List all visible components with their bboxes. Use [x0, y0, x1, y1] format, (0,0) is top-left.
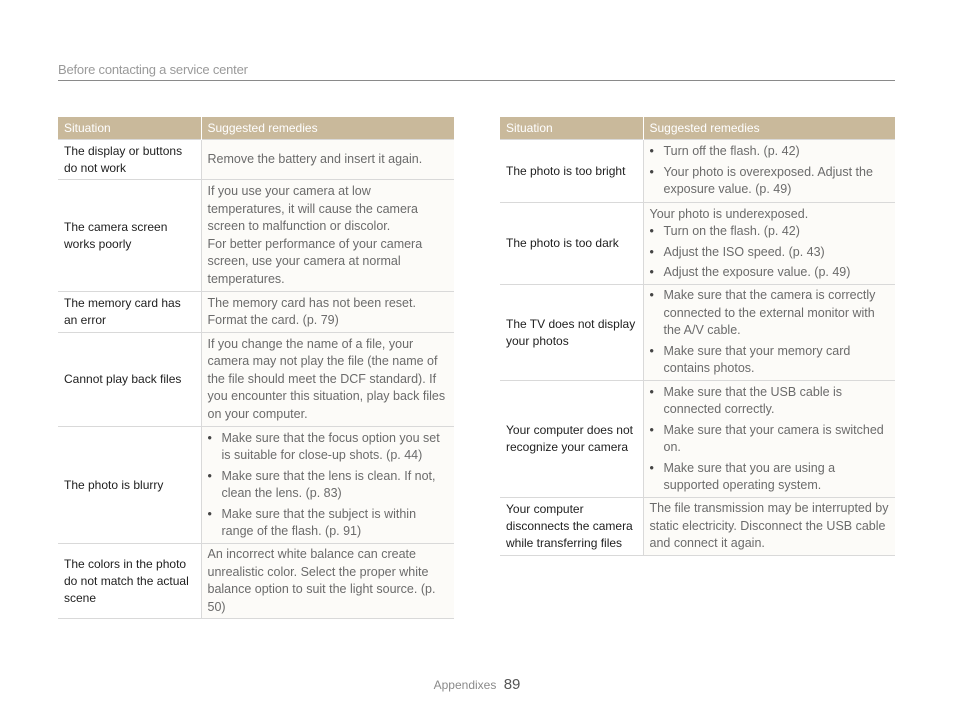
remedy-cell	[643, 140, 895, 203]
table-row	[58, 333, 454, 427]
column-header-remedies: Suggested remedies	[201, 117, 454, 140]
column-header-situation: Situation	[500, 117, 643, 140]
situation-cell: Cannot play back files	[58, 333, 201, 427]
situation-cell: Your computer does not recognize your camera	[500, 381, 643, 498]
column-header-remedies: Suggested remedies	[643, 117, 895, 140]
situation-cell: The memory card has an error	[58, 292, 201, 333]
remedy-bullet-list	[650, 287, 890, 378]
situation-cell: The photo is too dark	[500, 203, 643, 285]
situation-cell: The camera screen works poorly	[58, 180, 201, 292]
page-footer	[0, 676, 954, 693]
table-row	[500, 203, 895, 285]
table-row	[58, 544, 454, 619]
table-row	[500, 381, 895, 498]
remedy-cell	[201, 180, 454, 292]
remedy-cell	[201, 292, 454, 333]
remedy-text: The memory card has not been reset. Format the card. (p. 79)	[207, 295, 416, 327]
remedy-cell	[201, 427, 454, 544]
troubleshooting-table-right	[500, 117, 895, 556]
table-row	[500, 140, 895, 203]
table-row	[58, 292, 454, 333]
table-row	[58, 180, 454, 292]
situation-cell: The photo is too bright	[500, 140, 643, 203]
situation-cell: The TV does not display your photos	[500, 285, 643, 381]
remedy-cell	[643, 285, 895, 381]
situation-cell: The display or buttons do not work	[58, 140, 201, 180]
table-row	[58, 140, 454, 180]
remedy-text: The file transmission may be interrupted by static electricity. Disconnect the USB cable and connect it again.	[649, 501, 889, 551]
remedy-bullet: • Adjust the exposure value. (p. 49)	[650, 264, 890, 282]
remedy-cell	[201, 140, 454, 180]
remedy-bullet: • Adjust the ISO speed. (p. 43)	[650, 244, 890, 262]
remedy-text: Remove the battery and insert it again.	[207, 151, 423, 166]
remedy-bullet: • Make sure that the focus option you set is suitable for close-up shots. (p. 44)	[208, 430, 449, 465]
remedy-text: An incorrect white balance can create unrealistic color. Select the proper white balance option to suit the light source. (p. 50)	[207, 547, 436, 614]
table-row	[58, 427, 454, 544]
remedy-cell	[201, 544, 454, 619]
header-divider	[58, 80, 895, 81]
remedy-bullet-list	[650, 223, 890, 282]
remedy-bullet: • Make sure that the lens is clean. If not, clean the lens. (p. 83)	[208, 468, 449, 503]
troubleshooting-table-left	[58, 117, 454, 619]
remedy-cell	[643, 381, 895, 498]
remedy-bullet: • Turn off the flash. (p. 42)	[650, 143, 890, 161]
remedy-bullet-list	[650, 143, 890, 199]
footer-section-label: Appendixes	[433, 678, 497, 692]
remedy-bullet: • Make sure that the camera is correctly connected to the external monitor with the A/V cable.	[650, 287, 890, 340]
remedy-bullet: • Make sure that your memory card contains photos.	[650, 343, 890, 378]
remedy-text: If you use your camera at low temperatures, it will cause the camera screen to malfunction or discolor.	[207, 184, 419, 233]
situation-cell: The colors in the photo do not match the actual scene	[58, 544, 201, 619]
remedy-bullet: • Turn on the flash. (p. 42)	[650, 223, 890, 241]
remedy-text: If you change the name of a file, your camera may not play the file (the name of the file should meet the DCF standard). If you encounter this situation, play back files on your computer.	[207, 336, 446, 421]
remedy-text: Your photo is underexposed.	[649, 206, 809, 221]
remedy-bullet: • Your photo is overexposed. Adjust the exposure value. (p. 49)	[650, 164, 890, 199]
table-row	[500, 498, 895, 556]
situation-cell: Your computer disconnects the camera while transferring files	[500, 498, 643, 556]
remedy-bullet: • Make sure that the USB cable is connected correctly.	[650, 384, 890, 419]
situation-cell: The photo is blurry	[58, 427, 201, 544]
remedy-bullet: • Make sure that you are using a supported operating system.	[650, 460, 890, 495]
table-header-row	[500, 117, 895, 140]
remedy-text: For better performance of your camera screen, use your camera at normal temperatures.	[207, 236, 423, 286]
table-header-row	[58, 117, 454, 140]
remedy-bullet-list	[208, 430, 449, 541]
remedy-bullet-list	[650, 384, 890, 495]
table-row	[500, 285, 895, 381]
remedy-bullet: • Make sure that your camera is switched on.	[650, 422, 890, 457]
remedy-bullet: • Make sure that the subject is within range of the flash. (p. 91)	[208, 506, 449, 541]
remedy-cell	[643, 203, 895, 285]
remedy-cell	[643, 498, 895, 556]
page-number: 89	[503, 676, 521, 693]
running-header: Before contacting a service center	[58, 62, 248, 77]
remedy-cell	[201, 333, 454, 427]
column-header-situation: Situation	[58, 117, 201, 140]
